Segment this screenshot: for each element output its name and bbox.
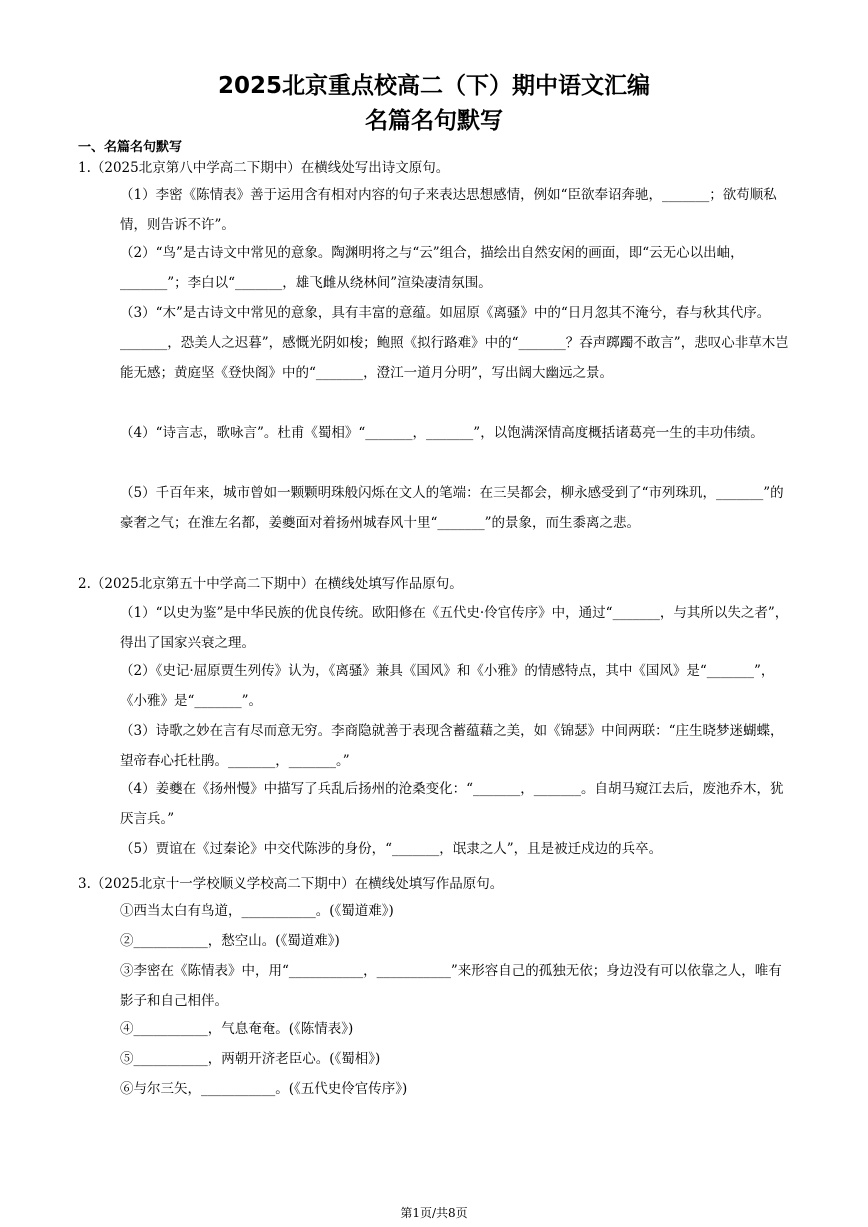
question-2-item-1: （1）“以史为鉴”是中华民族的优良传统。欧阳修在《五代史·伶官传序》中，通过“_______，与其所以失之者”，得出了国家兴衰之理。 (120, 605, 789, 651)
question-1-item-2: （2）“鸟”是古诗文中常见的意象。陶渊明将之与“云”组合，描绘出自然安闲的画面，即“云无心以出岫，_______”；李白以“_______，雄飞雌从绕林间”渲染凄清氛围。 (120, 245, 744, 291)
question-2-item-5: （5）贾谊在《过秦论》中交代陈涉的身份，“_______，氓隶之人”，且是被迁戍边的兵卒。 (120, 841, 663, 857)
question-2-item-4: （4）姜夔在《扬州慢》中描写了兵乱后扬州的沧桑变化：“_______，_______。自胡马窥江去后，废池乔木，犹厌言兵。” (120, 781, 784, 827)
question-3-item-3: ③李密在《陈情表》中，用“___________，___________”来形容自己的孤独无依；身边没有可以依靠之人，唯有影子和自己相伴。 (120, 963, 782, 1009)
question-3-item-2: ②___________，愁空山。(《蜀道难》) (120, 933, 340, 949)
question-2-heading: 2.（2025北京第五十中学高二下期中）在横线处填写作品原句。 (78, 576, 463, 592)
question-2-item-2: （2）《史记·屈原贾生列传》认为，《离骚》兼具《国风》和《小雅》的情感特点，其中《国风》是“_______”，《小雅》是“_______”。 (120, 663, 775, 709)
question-3-item-4: ④___________，气息奄奄。(《陈情表》) (120, 1021, 354, 1037)
question-2-item-3: （3）诗歌之妙在言有尽而意无穷。李商隐就善于表现含蓄蕴藉之美，如《锦瑟》中间两联：“庄生晓梦迷蝴蝶，望帝春心托杜鹃。_______，_______。” (120, 723, 784, 769)
question-1-item-4: （4）“诗言志，歌咏言”。杜甫《蜀相》“_______，_______”，以饱满深情高度概括诸葛亮一生的丰功伟绩。 (120, 425, 764, 441)
page-number: 第1页/共8页 (400, 1206, 468, 1220)
question-3-heading: 3.（2025北京十一学校顺义学校高二下期中）在横线处填写作品原句。 (78, 876, 504, 892)
section-heading: 一、名篇名句默写 (78, 140, 183, 155)
question-1-item-3: （3）“木”是古诗文中常见的意象，具有丰富的意蕴。如屈原《离骚》中的“日月忽其不淹兮，春与秋其代序。_______，恐美人之迟暮”，感慨光阴如梭；鲍照《拟行路难》中的“_______？吞声踯躅不敢言”，悲叹心非草木岂能无感；黄庭坚《登快阁》中的“_______，澄江一道月分明”，写出阔大幽远之景。 (120, 305, 789, 381)
question-3-item-5: ⑤___________，两朝开济老臣心。(《蜀相》) (120, 1051, 381, 1067)
document-subtitle: 名篇名句默写 (365, 108, 503, 134)
question-1-item-5: （5）千百年来，城市曾如一颗颗明珠般闪烁在文人的笔端：在三吴都会，柳永感受到了“市列珠玑，_______”的豪奢之气；在淮左名都，姜夔面对着扬州城春风十里“_______”的景象，而生黍离之悲。 (120, 485, 784, 531)
document-title: 2025北京重点校高二（下）期中语文汇编 (217, 73, 650, 99)
question-1-item-1: （1）李密《陈情表》善于运用含有相对内容的句子来表达思想感情，例如“臣欲奉诏奔驰，_______；欲苟顺私情，则告诉不许”。 (120, 187, 777, 233)
question-1-heading: 1.（2025北京第八中学高二下期中）在横线处写出诗文原句。 (78, 160, 450, 176)
question-3-item-1: ①西当太白有鸟道，___________。(《蜀道难》) (120, 903, 394, 919)
question-3-item-6: ⑥与尔三矢，___________。(《五代史伶官传序》) (120, 1081, 408, 1097)
